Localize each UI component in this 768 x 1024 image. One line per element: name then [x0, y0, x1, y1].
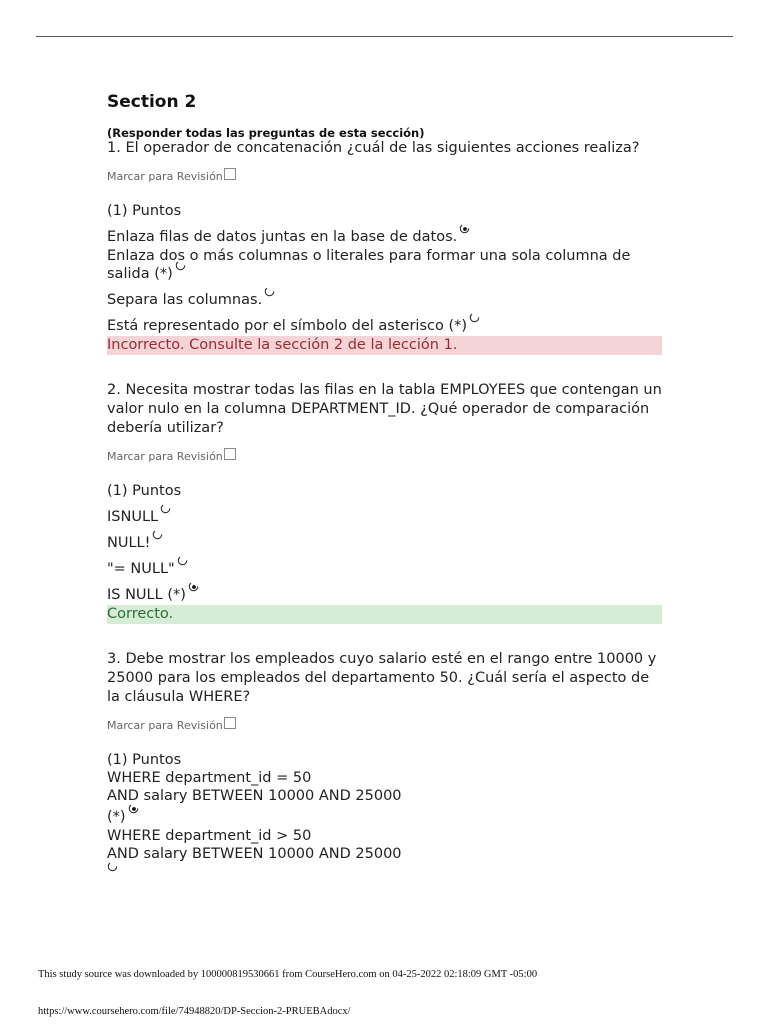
review-checkbox[interactable]	[224, 168, 236, 180]
option-line: (*)	[107, 809, 126, 825]
answer-option[interactable]	[107, 534, 662, 552]
option-text: Enlaza filas de datos juntas en la base de datos.	[107, 229, 458, 245]
option-text: "= NULL"	[107, 561, 175, 577]
answer-option[interactable]	[107, 247, 662, 283]
review-label: Marcar para Revisión	[107, 719, 223, 732]
question-text: 3. Debe mostrar los empleados cuyo salario esté en el rango entre 10000 y 25000 para los empleados del departamento 50. ¿Cuál sería el aspecto de la cláusula WHERE?	[107, 651, 657, 705]
mark-for-review	[107, 446, 662, 468]
quiz-content	[107, 92, 662, 884]
review-checkbox[interactable]	[224, 448, 236, 460]
review-label: Marcar para Revisión	[107, 170, 223, 183]
top-divider	[36, 36, 733, 37]
radio-icon[interactable]	[175, 260, 186, 271]
radio-icon[interactable]	[107, 861, 118, 872]
section-instructions: (Responder todas las preguntas de esta sección)	[107, 126, 425, 140]
radio-selected-icon[interactable]	[459, 223, 470, 234]
question-3	[107, 650, 662, 884]
points-label: (1) Puntos	[107, 752, 182, 768]
option-line: WHERE department_id > 50	[107, 828, 312, 844]
question-text: 1. El operador de concatenación ¿cuál de las siguientes acciones realiza?	[107, 140, 640, 156]
radio-icon[interactable]	[152, 529, 163, 540]
radio-selected-icon[interactable]	[188, 581, 199, 592]
option-text: NULL!	[107, 535, 151, 551]
download-source-note: This study source was downloaded by 100000819530661 from CourseHero.com on 04-25-2022 02:18:09 GMT -05:00	[38, 969, 538, 980]
answer-option[interactable]	[107, 291, 662, 309]
mark-for-review	[107, 166, 662, 188]
option-text: Está representado por el símbolo del asterisco (*)	[107, 318, 468, 334]
answer-option[interactable]	[107, 586, 662, 604]
feedback-incorrect: Incorrecto. Consulte la sección 2 de la lección 1.	[107, 336, 662, 355]
answer-option[interactable]	[107, 317, 662, 335]
radio-icon[interactable]	[264, 286, 275, 297]
mark-for-review	[107, 715, 662, 737]
option-text: ISNULL	[107, 509, 159, 525]
section-title: Section 2	[107, 92, 197, 112]
points-label: (1) Puntos	[107, 203, 182, 219]
option-line: AND salary BETWEEN 10000 AND 25000	[107, 788, 402, 804]
answer-option[interactable]	[107, 769, 662, 826]
answer-option[interactable]	[107, 560, 662, 578]
feedback-correct: Correcto.	[107, 605, 662, 624]
radio-icon[interactable]	[160, 503, 171, 514]
answer-option[interactable]	[107, 827, 662, 884]
radio-selected-icon[interactable]	[128, 803, 139, 814]
option-line: AND salary BETWEEN 10000 AND 25000	[107, 846, 402, 862]
option-line: WHERE department_id = 50	[107, 770, 312, 786]
source-url: https://www.coursehero.com/file/74948820/DP-Seccion-2-PRUEBAdocx/	[38, 1006, 351, 1017]
question-text: 2. Necesita mostrar todas las filas en la tabla EMPLOYEES que contengan un valor nulo en la columna DEPARTMENT_ID. ¿Qué operador de comparación debería utilizar?	[107, 382, 662, 436]
radio-icon[interactable]	[177, 555, 188, 566]
answer-option[interactable]	[107, 228, 662, 246]
question-1	[107, 139, 662, 355]
radio-icon[interactable]	[469, 312, 480, 323]
points-label: (1) Puntos	[107, 483, 182, 499]
answer-option[interactable]	[107, 508, 662, 526]
option-text: IS NULL (*)	[107, 587, 186, 603]
option-text: Enlaza dos o más columnas o literales para formar una sola columna de salida (*)	[107, 248, 631, 282]
option-text: Separa las columnas.	[107, 292, 263, 308]
review-checkbox[interactable]	[224, 717, 236, 729]
question-2	[107, 381, 662, 624]
review-label: Marcar para Revisión	[107, 450, 223, 463]
